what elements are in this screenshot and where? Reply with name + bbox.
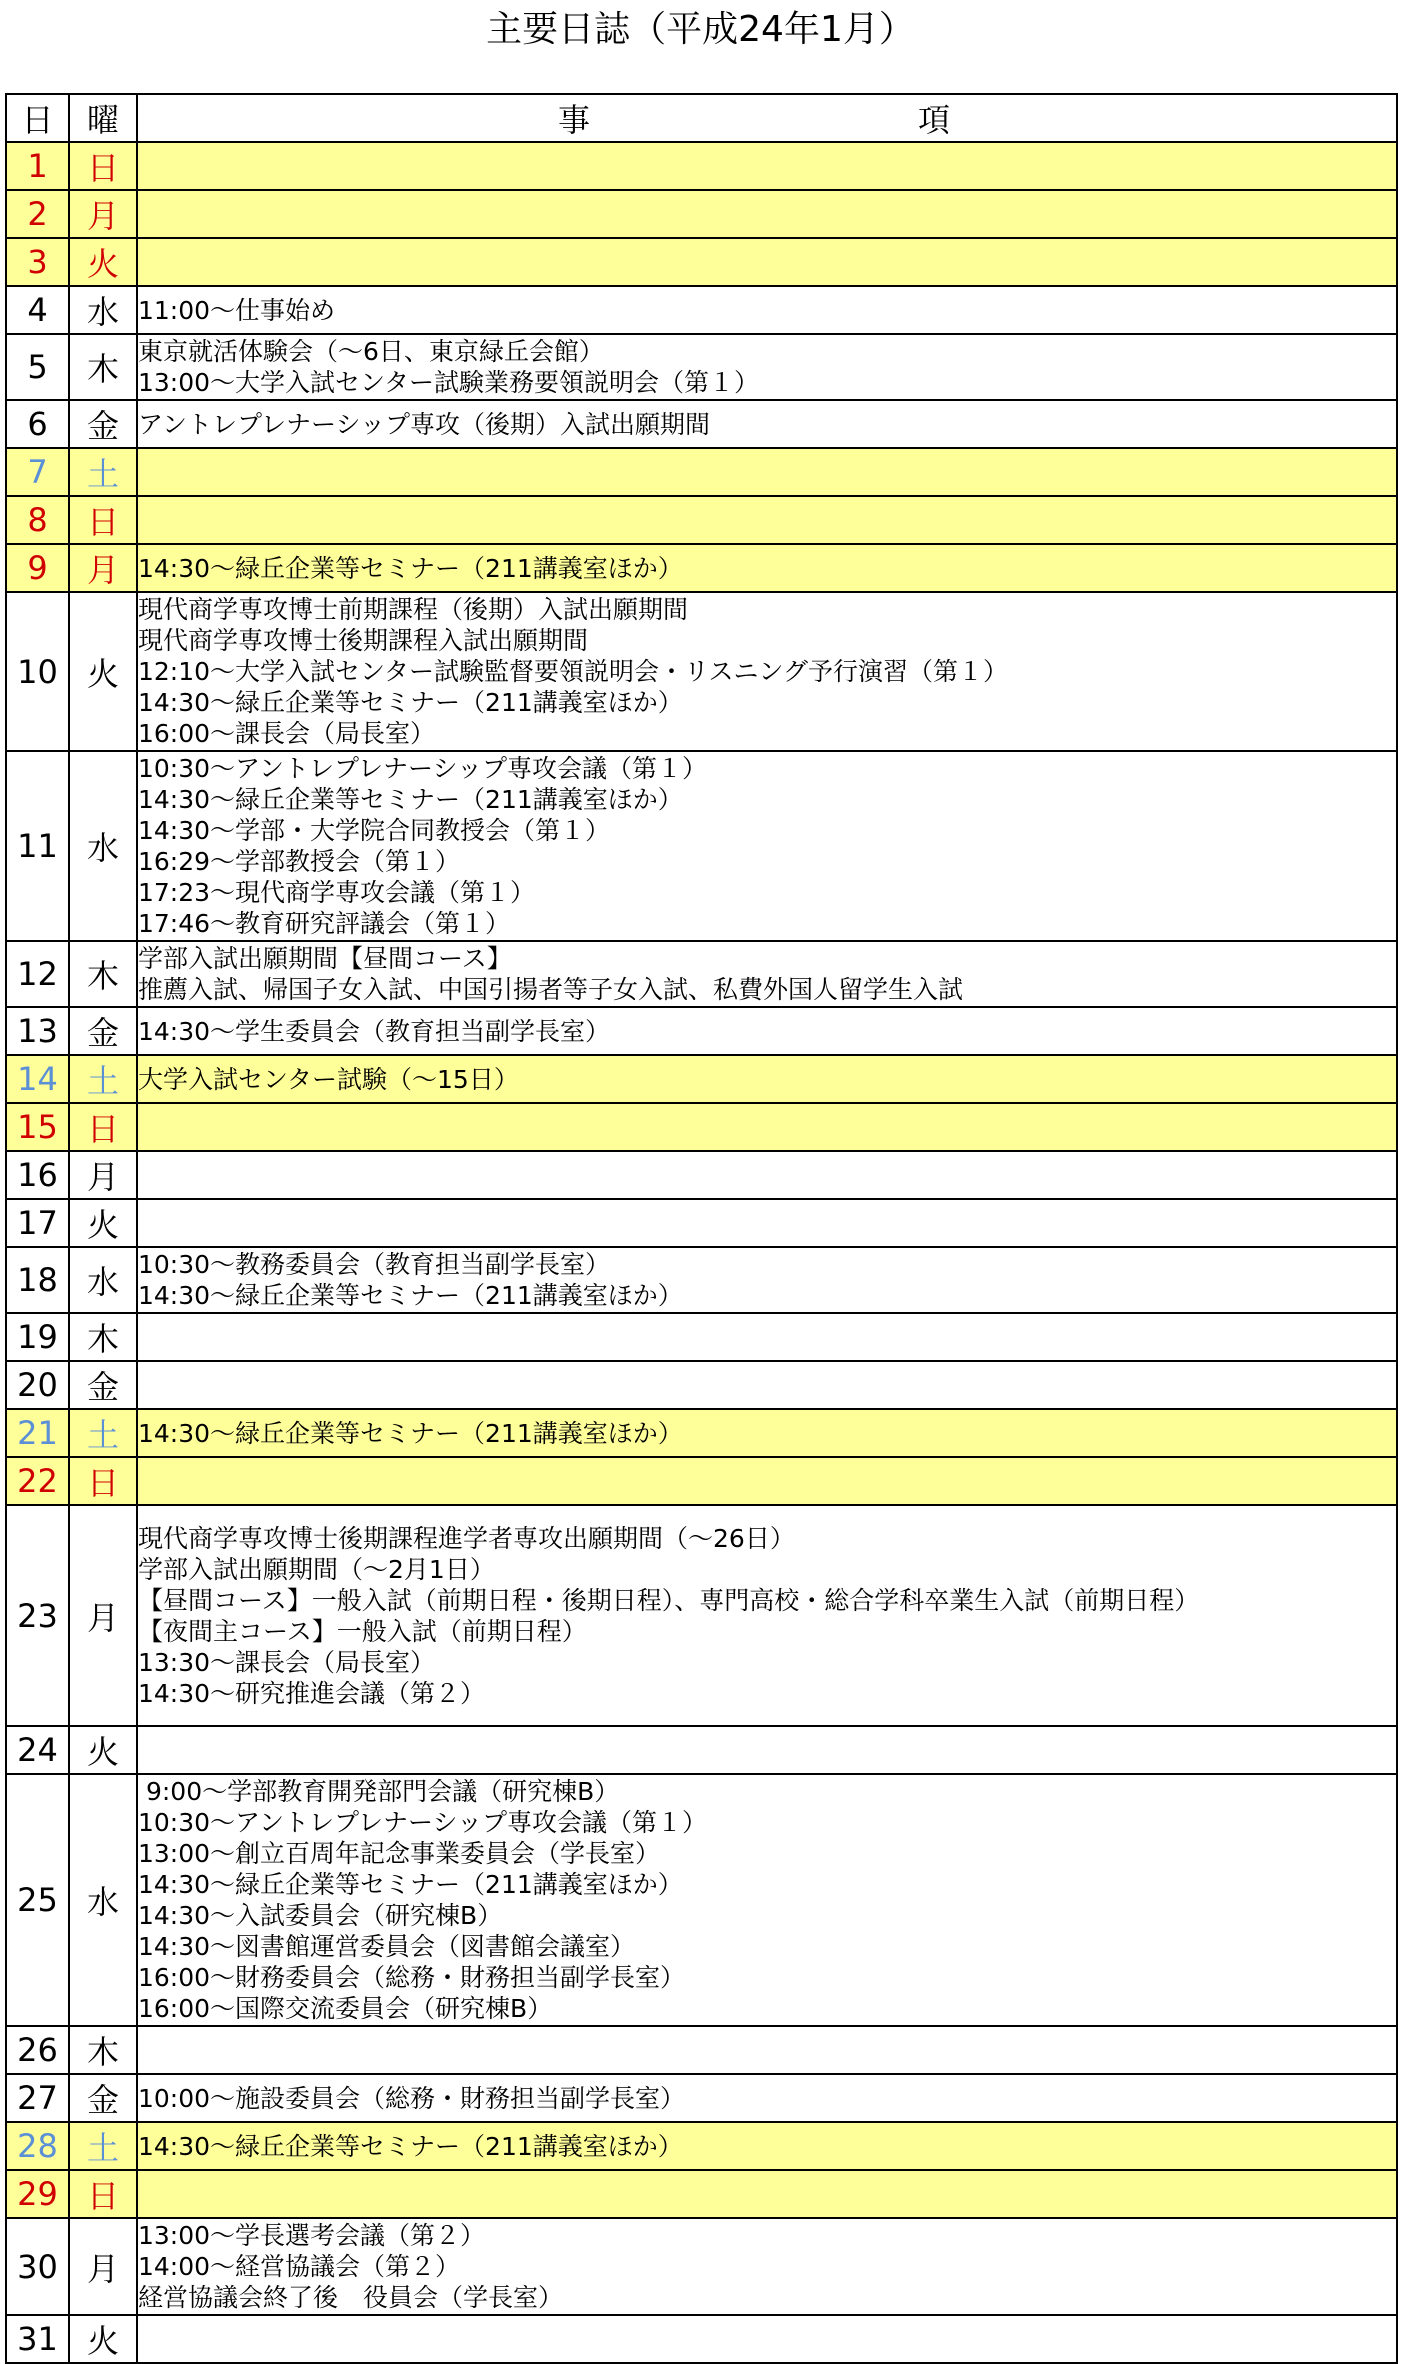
table-row [6, 751, 1397, 941]
item-entry: 16:00～課長会（局長室） [138, 719, 436, 748]
header-item-b: 項 [918, 101, 951, 139]
item-entry: 14:30～緑丘企業等セミナー（211講義室ほか） [138, 1281, 683, 1310]
weekday-cell: 金 [69, 2074, 137, 2122]
item-entry: 現代商学専攻博士後期課程進学者専攻出願期間（～26日） [138, 1523, 795, 1553]
items-cell [137, 1409, 1397, 1457]
items-cell [137, 1007, 1397, 1055]
table-row [6, 1409, 1397, 1457]
day-cell: 15 [6, 1103, 69, 1151]
items-cell [137, 334, 1397, 400]
items-cell [137, 941, 1397, 1007]
day-cell: 10 [6, 592, 69, 751]
item-entry: 【昼間コース】一般入試（前期日程・後期日程）、専門高校・総合学科卒業生入試（前期日程） [138, 1585, 1200, 1615]
items-cell [137, 1055, 1397, 1103]
day-cell: 5 [6, 334, 69, 400]
weekday-cell: 月 [69, 2218, 137, 2315]
items-cell [137, 1199, 1397, 1247]
items-cell [137, 238, 1397, 286]
items-cell [137, 1726, 1397, 1774]
table-row [6, 2122, 1397, 2170]
table-row [6, 1457, 1397, 1505]
day-cell: 14 [6, 1055, 69, 1103]
items-cell [137, 2074, 1397, 2122]
item-entry: 14:30～緑丘企業等セミナー（211講義室ほか） [138, 1418, 683, 1448]
table-row [6, 190, 1397, 238]
weekday-cell: 月 [69, 1505, 137, 1726]
item-entry: 東京就活体験会（～6日、東京緑丘会館） [138, 337, 604, 366]
items-cell [137, 2218, 1397, 2315]
weekday-cell: 金 [69, 1361, 137, 1409]
table-row [6, 238, 1397, 286]
table-row [6, 496, 1397, 544]
weekday-cell: 日 [69, 1457, 137, 1505]
header-day: 日 [6, 94, 69, 142]
weekday-cell: 土 [69, 1055, 137, 1103]
items-cell [137, 286, 1397, 334]
weekday-cell: 日 [69, 2170, 137, 2218]
item-entry: アントレプレナーシップ専攻（後期）入試出願期間 [138, 409, 711, 439]
weekday-cell: 月 [69, 190, 137, 238]
weekday-cell: 日 [69, 142, 137, 190]
day-cell: 28 [6, 2122, 69, 2170]
item-entry: 13:00～学長選考会議（第２） [138, 2221, 486, 2250]
item-entry: 推薦入試、帰国子女入試、中国引揚者等子女入試、私費外国人留学生入試 [138, 975, 964, 1004]
weekday-cell: 日 [69, 1103, 137, 1151]
weekday-cell: 火 [69, 1726, 137, 1774]
item-entry: 14:30～学部・大学院合同教授会（第１） [138, 816, 611, 845]
day-cell: 29 [6, 2170, 69, 2218]
table-row [6, 2026, 1397, 2074]
day-cell: 12 [6, 941, 69, 1007]
item-entry: 14:30～緑丘企業等セミナー（211講義室ほか） [138, 1870, 683, 1899]
item-entry: 16:00～国際交流委員会（研究棟B） [138, 1994, 553, 2023]
items-cell [137, 2315, 1397, 2363]
weekday-cell: 金 [69, 1007, 137, 1055]
day-cell: 25 [6, 1774, 69, 2026]
item-entry: 17:46～教育研究評議会（第１） [138, 909, 511, 938]
item-entry: 14:30～緑丘企業等セミナー（211講義室ほか） [138, 785, 683, 814]
table-row [6, 142, 1397, 190]
item-entry: 10:30～教務委員会（教育担当副学長室） [138, 1250, 611, 1279]
weekday-cell: 土 [69, 1409, 137, 1457]
table-row [6, 2315, 1397, 2363]
item-entry: 経営協議会終了後 役員会（学長室） [138, 2283, 564, 2312]
day-cell: 16 [6, 1151, 69, 1199]
table-row [6, 2170, 1397, 2218]
day-cell: 26 [6, 2026, 69, 2074]
item-entry: 16:29～学部教授会（第１） [138, 847, 461, 876]
weekday-cell: 月 [69, 544, 137, 592]
item-entry: 【夜間主コース】一般入試（前期日程） [138, 1616, 587, 1646]
day-cell: 20 [6, 1361, 69, 1409]
item-entry: 現代商学専攻博士前期課程（後期）入試出願期間 [138, 595, 689, 624]
table-row [6, 1313, 1397, 1361]
item-entry: 現代商学専攻博士後期課程入試出願期間 [138, 626, 589, 655]
weekday-cell: 木 [69, 334, 137, 400]
items-cell [137, 592, 1397, 751]
table-row [6, 1361, 1397, 1409]
weekday-cell: 土 [69, 2122, 137, 2170]
items-cell [137, 190, 1397, 238]
items-cell [137, 1505, 1397, 1726]
item-entry: 9:00～学部教育開発部門会議（研究棟B） [138, 1777, 620, 1806]
day-cell: 19 [6, 1313, 69, 1361]
day-cell: 21 [6, 1409, 69, 1457]
item-entry: 学部入試出願期間（～2月1日） [138, 1554, 495, 1584]
table-row [6, 1007, 1397, 1055]
table-row [6, 544, 1397, 592]
header-dow: 曜 [69, 94, 137, 142]
header-items [137, 94, 1397, 142]
item-entry: 14:30～入試委員会（研究棟B） [138, 1901, 503, 1930]
table-row [6, 1103, 1397, 1151]
items-cell [137, 1774, 1397, 2026]
table-row [6, 1505, 1397, 1726]
weekday-cell: 水 [69, 751, 137, 941]
item-entry: 14:30～学生委員会（教育担当副学長室） [138, 1016, 611, 1046]
items-cell [137, 1103, 1397, 1151]
weekday-cell: 土 [69, 448, 137, 496]
item-entry: 11:00～仕事始め [138, 295, 336, 325]
items-cell [137, 1361, 1397, 1409]
weekday-cell: 日 [69, 496, 137, 544]
day-cell: 4 [6, 286, 69, 334]
items-cell [137, 1457, 1397, 1505]
table-row [6, 1726, 1397, 1774]
items-cell [137, 496, 1397, 544]
item-entry: 14:30～図書館運営委員会（図書館会議室） [138, 1932, 636, 1961]
item-entry: 13:00～大学入試センター試験業務要領説明会（第１） [138, 368, 760, 397]
page-title: 主要日誌（平成24年1月） [486, 9, 915, 50]
header-item-a: 事 [558, 101, 591, 139]
items-cell [137, 2026, 1397, 2074]
weekday-cell: 水 [69, 1774, 137, 2026]
items-cell [137, 448, 1397, 496]
day-cell: 7 [6, 448, 69, 496]
day-cell: 13 [6, 1007, 69, 1055]
item-entry: 14:30～緑丘企業等セミナー（211講義室ほか） [138, 553, 683, 583]
table-row [6, 2218, 1397, 2315]
weekday-cell: 火 [69, 2315, 137, 2363]
weekday-cell: 金 [69, 400, 137, 448]
table-row [6, 1151, 1397, 1199]
weekday-cell: 木 [69, 2026, 137, 2074]
item-entry: 14:30～緑丘企業等セミナー（211講義室ほか） [138, 688, 683, 717]
day-cell: 17 [6, 1199, 69, 1247]
items-cell [137, 2122, 1397, 2170]
item-entry: 大学入試センター試験（～15日） [138, 1064, 519, 1094]
table-row [6, 286, 1397, 334]
item-entry: 10:00～施設委員会（総務・財務担当副学長室） [138, 2083, 686, 2113]
item-entry: 14:30～緑丘企業等セミナー（211講義室ほか） [138, 2131, 683, 2161]
items-cell [137, 142, 1397, 190]
item-entry: 12:10～大学入試センター試験監督要領説明会・リスニング予行演習（第１） [138, 657, 1009, 686]
table-row [6, 1774, 1397, 2026]
day-cell: 6 [6, 400, 69, 448]
item-entry: 17:23～現代商学専攻会議（第１） [138, 878, 536, 907]
day-cell: 2 [6, 190, 69, 238]
weekday-cell: 月 [69, 1151, 137, 1199]
day-cell: 31 [6, 2315, 69, 2363]
header-row [6, 94, 1397, 142]
items-cell [137, 400, 1397, 448]
table-row [6, 941, 1397, 1007]
items-cell [137, 1151, 1397, 1199]
day-cell: 18 [6, 1247, 69, 1313]
items-cell [137, 1313, 1397, 1361]
diary-body [6, 142, 1397, 2363]
item-entry: 10:30～アントレプレナーシップ専攻会議（第１） [138, 1808, 708, 1837]
items-cell [137, 544, 1397, 592]
item-entry: 10:30～アントレプレナーシップ専攻会議（第１） [138, 754, 708, 783]
item-entry: 14:00～経営協議会（第２） [138, 2252, 461, 2281]
day-cell: 27 [6, 2074, 69, 2122]
table-row [6, 2074, 1397, 2122]
weekday-cell: 火 [69, 592, 137, 751]
day-cell: 22 [6, 1457, 69, 1505]
item-entry: 13:00～創立百周年記念事業委員会（学長室） [138, 1839, 661, 1868]
weekday-cell: 水 [69, 1247, 137, 1313]
items-cell [137, 1247, 1397, 1313]
day-cell: 9 [6, 544, 69, 592]
table-row [6, 1199, 1397, 1247]
item-entry: 13:30～課長会（局長室） [138, 1647, 436, 1677]
table-row [6, 1055, 1397, 1103]
day-cell: 3 [6, 238, 69, 286]
day-cell: 8 [6, 496, 69, 544]
items-cell [137, 2170, 1397, 2218]
table-row [6, 448, 1397, 496]
day-cell: 1 [6, 142, 69, 190]
day-cell: 30 [6, 2218, 69, 2315]
item-entry: 14:30～研究推進会議（第２） [138, 1678, 486, 1708]
weekday-cell: 火 [69, 1199, 137, 1247]
table-row [6, 592, 1397, 751]
items-cell [137, 751, 1397, 941]
weekday-cell: 木 [69, 1313, 137, 1361]
table-row [6, 1247, 1397, 1313]
item-entry: 学部入試出願期間【昼間コース】 [138, 944, 512, 973]
weekday-cell: 水 [69, 286, 137, 334]
day-cell: 11 [6, 751, 69, 941]
weekday-cell: 火 [69, 238, 137, 286]
day-cell: 23 [6, 1505, 69, 1726]
weekday-cell: 木 [69, 941, 137, 1007]
day-cell: 24 [6, 1726, 69, 1774]
item-entry: 16:00～財務委員会（総務・財務担当副学長室） [138, 1963, 686, 1992]
diary-table [5, 93, 1398, 2364]
table-row [6, 334, 1397, 400]
table-row [6, 400, 1397, 448]
